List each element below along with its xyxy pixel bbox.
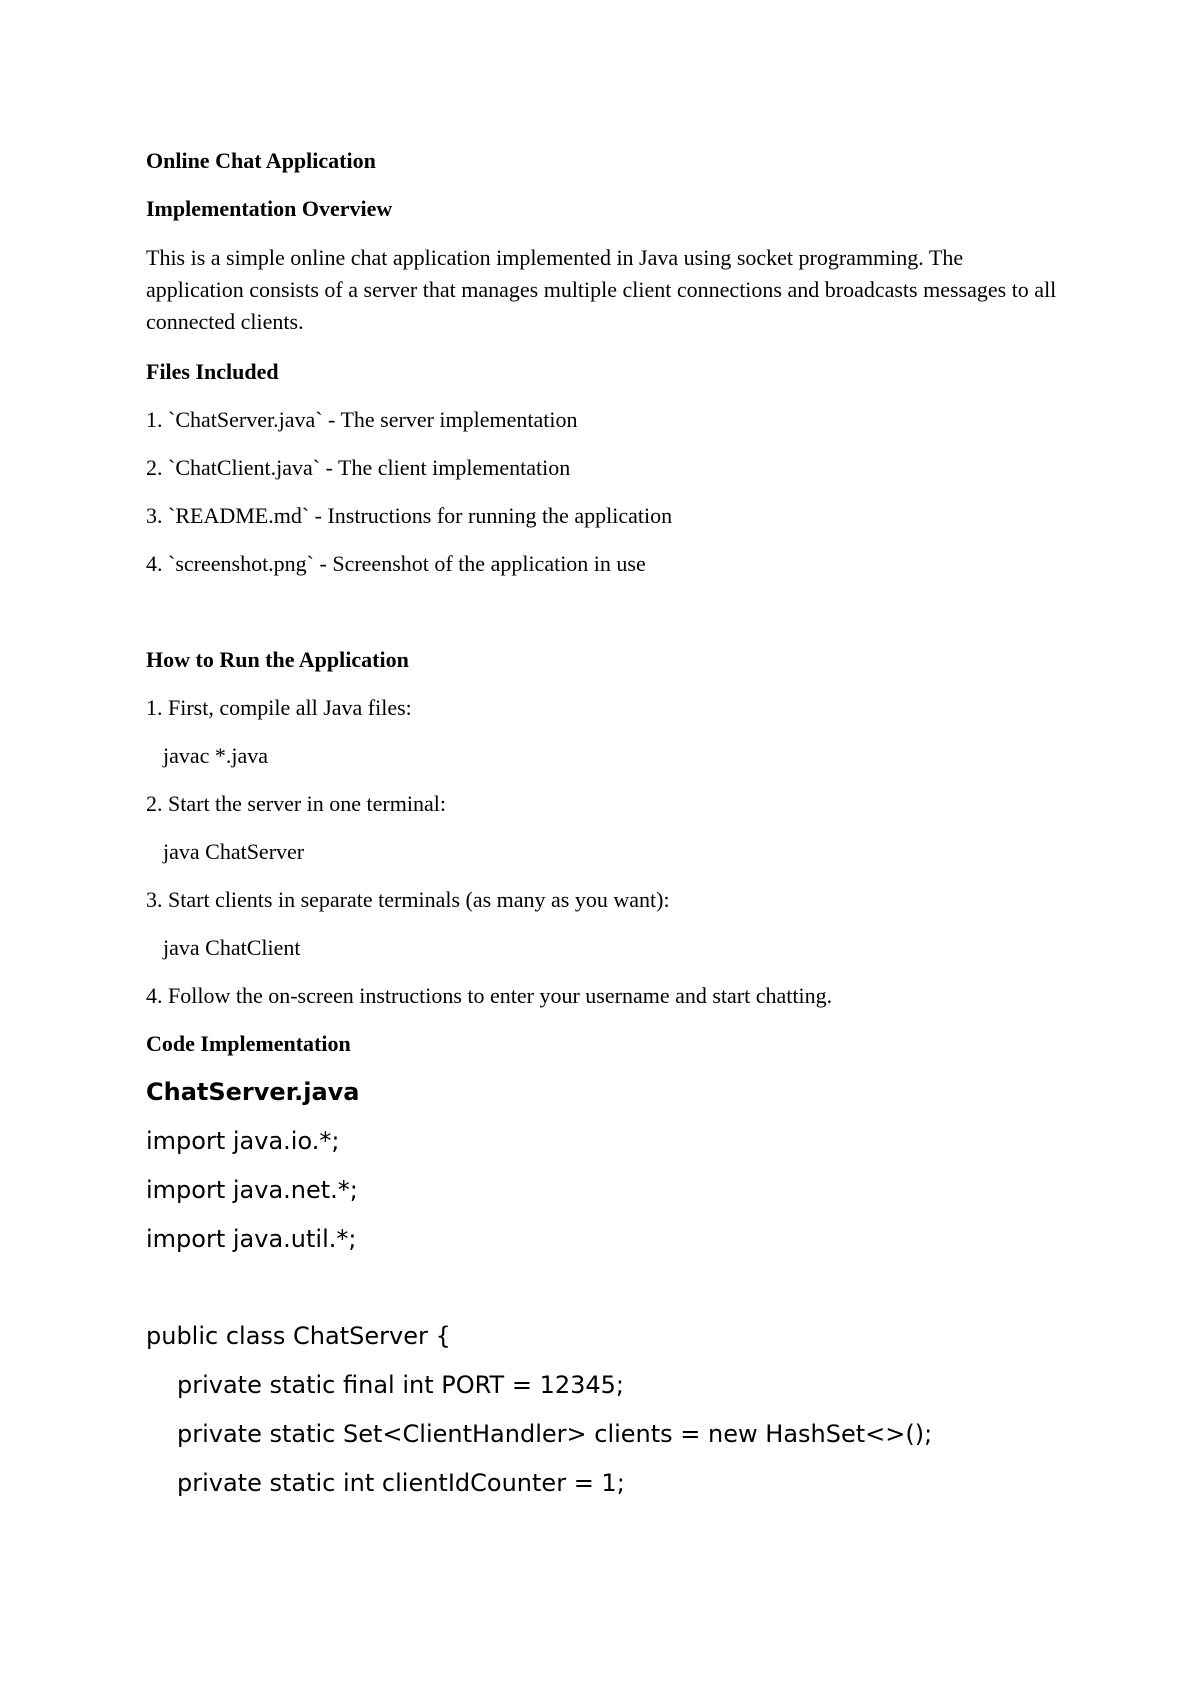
file-item-chatserver: 1. `ChatServer.java` - The server implementation <box>146 407 578 432</box>
code-file-title: ChatServer.java <box>146 1078 360 1106</box>
file-item-readme: 3. `README.md` - Instructions for running the application <box>146 503 673 528</box>
run-step-2: 2. Start the server in one terminal: <box>146 791 446 816</box>
run-step-1: 1. First, compile all Java files: <box>146 695 412 720</box>
run-command-2: java ChatServer <box>163 839 305 864</box>
file-item-chatclient: 2. `ChatClient.java` - The client implementation <box>146 455 571 480</box>
code-line-clients-field: private static Set<ClientHandler> clients = new HashSet<>(); <box>177 1420 933 1448</box>
code-line-import-io: import java.io.*; <box>146 1127 340 1155</box>
code-line-class-declaration: public class ChatServer { <box>146 1322 451 1350</box>
code-line-counter-field: private static int clientIdCounter = 1; <box>177 1469 625 1497</box>
code-line-import-net: import java.net.*; <box>146 1176 358 1204</box>
run-step-4: 4. Follow the on-screen instructions to enter your username and start chatting. <box>146 983 833 1008</box>
run-step-3: 3. Start clients in separate terminals (as many as you want): <box>146 887 670 912</box>
file-item-screenshot: 4. `screenshot.png` - Screenshot of the application in use <box>146 551 646 576</box>
files-heading: Files Included <box>146 359 279 384</box>
run-heading: How to Run the Application <box>146 647 409 672</box>
overview-heading: Implementation Overview <box>146 196 393 221</box>
run-command-3: java ChatClient <box>163 935 301 960</box>
code-line-import-util: import java.util.*; <box>146 1225 357 1253</box>
run-command-1: javac *.java <box>163 743 269 768</box>
code-line-port-field: private static final int PORT = 12345; <box>177 1371 625 1399</box>
code-heading: Code Implementation <box>146 1031 351 1056</box>
overview-paragraph: This is a simple online chat application implemented in Java using socket programming. The application consists of a server that manages multiple client connections and broadcasts messages to all connected clients. <box>146 245 1057 334</box>
document-title: Online Chat Application <box>146 148 376 173</box>
